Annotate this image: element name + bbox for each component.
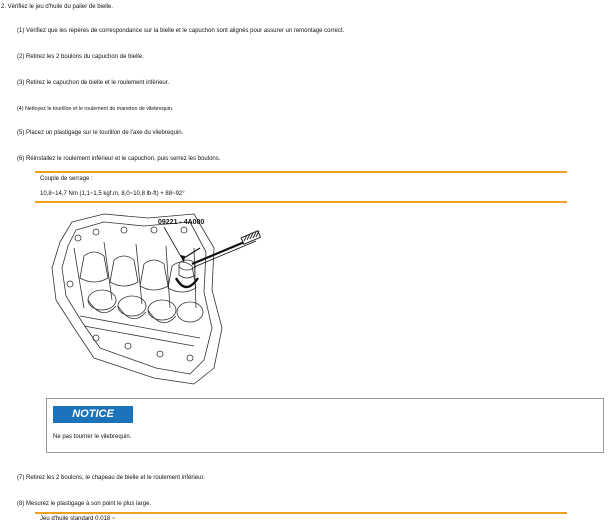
notice-badge: NOTICE — [53, 406, 133, 423]
clearance-label: Jeu d'huile standard 0.018 ~ — [40, 516, 116, 522]
accent-rule — [35, 512, 567, 514]
engine-figure — [44, 208, 270, 388]
tool-code-label: 09221 - 4A000 — [158, 219, 205, 226]
list-item: (7) Retirez les 2 boulons, le chapeau de bielle et le roulement inférieur. — [17, 475, 205, 481]
list-item: (1) Vérifiez que les repères de correspondance sur la bielle et le capuchon sont alignés pour assurer un remontage correct. — [17, 28, 345, 34]
step-title: 2. Vérifiez le jeu d'huile du palier de bielle. — [1, 4, 113, 10]
accent-rule — [35, 201, 567, 203]
torque-value: 10,8~14,7 Nm (1,1~1,5 kgf.m, 8,0~10,8 lb-ft) + 88~92° — [40, 191, 185, 197]
list-item: (8) Mesurez le plastigage à son point le plus large. — [17, 501, 152, 507]
list-item: (5) Placez un plastigage sur le tourillon de l'axe du vilebrequin. — [17, 130, 184, 136]
torque-label: Couple de serrage : — [40, 176, 93, 182]
list-item: (2) Retirez les 2 boulons du capuchon de bielle. — [17, 54, 144, 60]
accent-rule — [35, 171, 567, 173]
list-item: (6) Réinstallez le roulement inférieur et le capuchon, puis serrez les boulons. — [17, 156, 221, 162]
list-item: (4) Nettoyez le tourillon et le roulement du maneton de vilebrequin. — [17, 106, 174, 112]
notice-text: Ne pas tourner le vilebrequin. — [53, 434, 132, 440]
list-item: (3) Retirez le capuchon de bielle et le roulement inférieur. — [17, 80, 170, 86]
